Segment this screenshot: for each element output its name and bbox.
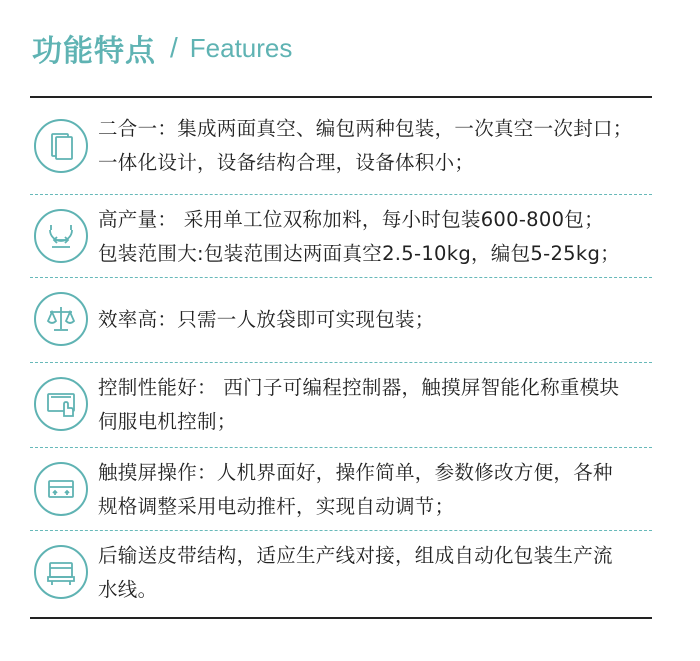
title-separator: / <box>170 32 178 63</box>
feature-line: 包装范围大:包装范围达两面真空2.5-10kg，编包5-25kg； <box>98 242 620 265</box>
feature-line: 水线。 <box>98 578 158 601</box>
feature-row-capacity <box>30 195 652 278</box>
feature-row-conveyor <box>30 531 652 617</box>
page-title-chinese: 功能特点 <box>32 34 156 69</box>
feature-text <box>98 303 654 337</box>
feature-line: 规格调整采用电动推杆，实现自动调节； <box>98 495 455 518</box>
dual-bag-icon <box>34 119 88 173</box>
feature-text <box>98 203 654 271</box>
feature-row-operation <box>30 448 652 531</box>
feature-line: 二合一：集成两面真空、编包两种包装，一次真空一次封口； <box>98 117 633 140</box>
conveyor-icon <box>34 545 88 599</box>
feature-row-integration <box>30 98 652 195</box>
feature-row-control <box>30 363 652 448</box>
feature-line: 控制性能好： 西门子可编程控制器，触摸屏智能化称重模块 <box>98 376 620 399</box>
feature-row-efficiency <box>30 278 652 363</box>
feature-line: 高产量： 采用单工位双称加料，每小时包装600-800包； <box>98 208 604 231</box>
feature-line: 后输送皮带结构，适应生产线对接，组成自动化包装生产流 <box>98 544 613 567</box>
feature-text <box>98 112 654 180</box>
feature-text <box>98 539 654 607</box>
page-title-english: Features <box>189 32 293 63</box>
touch-screen-icon <box>34 377 88 431</box>
feature-text <box>98 456 654 524</box>
feature-line: 伺服电机控制； <box>98 410 237 433</box>
feature-text <box>98 371 654 439</box>
balance-scale-icon <box>34 292 88 346</box>
capacity-gauge-icon <box>34 209 88 263</box>
feature-list <box>30 98 652 617</box>
adjust-panel-icon <box>34 462 88 516</box>
feature-line: 触摸屏操作：人机界面好，操作简单，参数修改方便，各种 <box>98 461 613 484</box>
section-header <box>32 20 292 76</box>
feature-line: 一体化设计，设备结构合理，设备体积小； <box>98 151 475 174</box>
feature-line: 效率高：只需一人放袋即可实现包装； <box>98 308 435 331</box>
bottom-divider <box>30 617 652 619</box>
